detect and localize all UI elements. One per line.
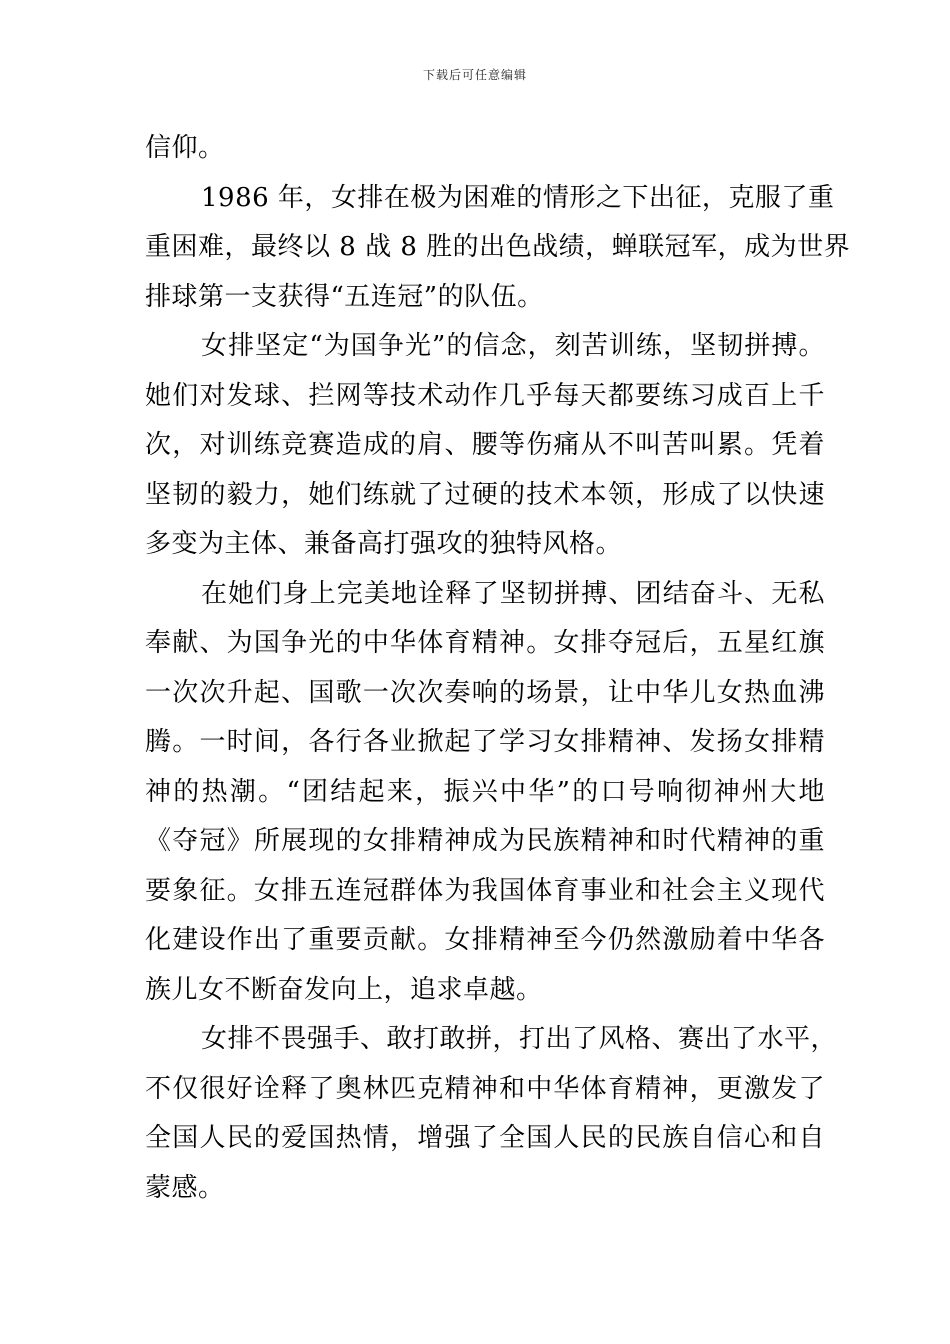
text-line: 女排不畏强手、敢打敢拼，打出了风格、赛出了水平， (201, 1024, 838, 1054)
text-line: 次，对训练竞赛造成的肩、腰等伤痛从不叫苦叫累。凭着 (145, 430, 825, 460)
text-line: 排球第一支获得“五连冠”的队伍。 (145, 281, 544, 312)
text-line: 坚韧的毅力，她们练就了过硬的技术本领，形成了以快速 (145, 479, 825, 510)
text-line: 多变为主体、兼备高打强攻的独特风格。 (145, 529, 623, 559)
paragraph (145, 124, 825, 174)
text-line: 神的热潮。“团结起来，振兴中华”的口号响彻神州大地 (145, 776, 825, 807)
paragraph (145, 570, 825, 1016)
text-line: 不仅很好诠释了奥林匹克精神和中华体育精神，更激发了 (145, 1073, 825, 1104)
text-line: 1986 年，女排在极为困难的情形之下出征，克服了重 (201, 182, 835, 213)
text-line: 蒙感。 (145, 1172, 225, 1203)
body-text (145, 124, 851, 1213)
text-line: 重困难，最终以 8 战 8 胜的出色战绩，蝉联冠军，成为世界 (145, 232, 851, 262)
text-line: 她们对发球、拦网等技术动作几乎每天都要练习成百上千 (145, 380, 825, 411)
text-line: 奉献、为国争光的中华体育精神。女排夺冠后，五星红旗 (145, 628, 825, 658)
header-note: 下载后可任意编辑 (422, 68, 527, 82)
text-line: 女排坚定“为国争光”的信念，刻苦训练，坚韧拼搏。 (201, 331, 825, 361)
text-line: 要象征。女排五连冠群体为我国体育事业和社会主义现代 (145, 875, 825, 906)
text-line: 一次次升起、国歌一次次奏响的场景，让中华儿女热血沸 (145, 677, 825, 708)
text-line: 全国人民的爱国热情，增强了全国人民的民族自信心和自 (145, 1123, 825, 1153)
text-line: 《夺冠》所展现的女排精神成为民族精神和时代精神的重 (145, 826, 825, 856)
paragraph (145, 1015, 838, 1213)
text-line: 族儿女不断奋发向上，追求卓越。 (145, 974, 543, 1005)
text-line: 信仰。 (145, 133, 225, 163)
paragraph (145, 174, 851, 323)
text-line: 化建设作出了重要贡献。女排精神至今仍然激励着中华各 (145, 925, 825, 955)
text-line: 在她们身上完美地诠释了坚韧拼搏、团结奋斗、无私 (201, 578, 825, 609)
paragraph (145, 322, 825, 570)
text-line: 腾。一时间，各行各业掀起了学习女排精神、发扬女排精 (145, 727, 825, 757)
